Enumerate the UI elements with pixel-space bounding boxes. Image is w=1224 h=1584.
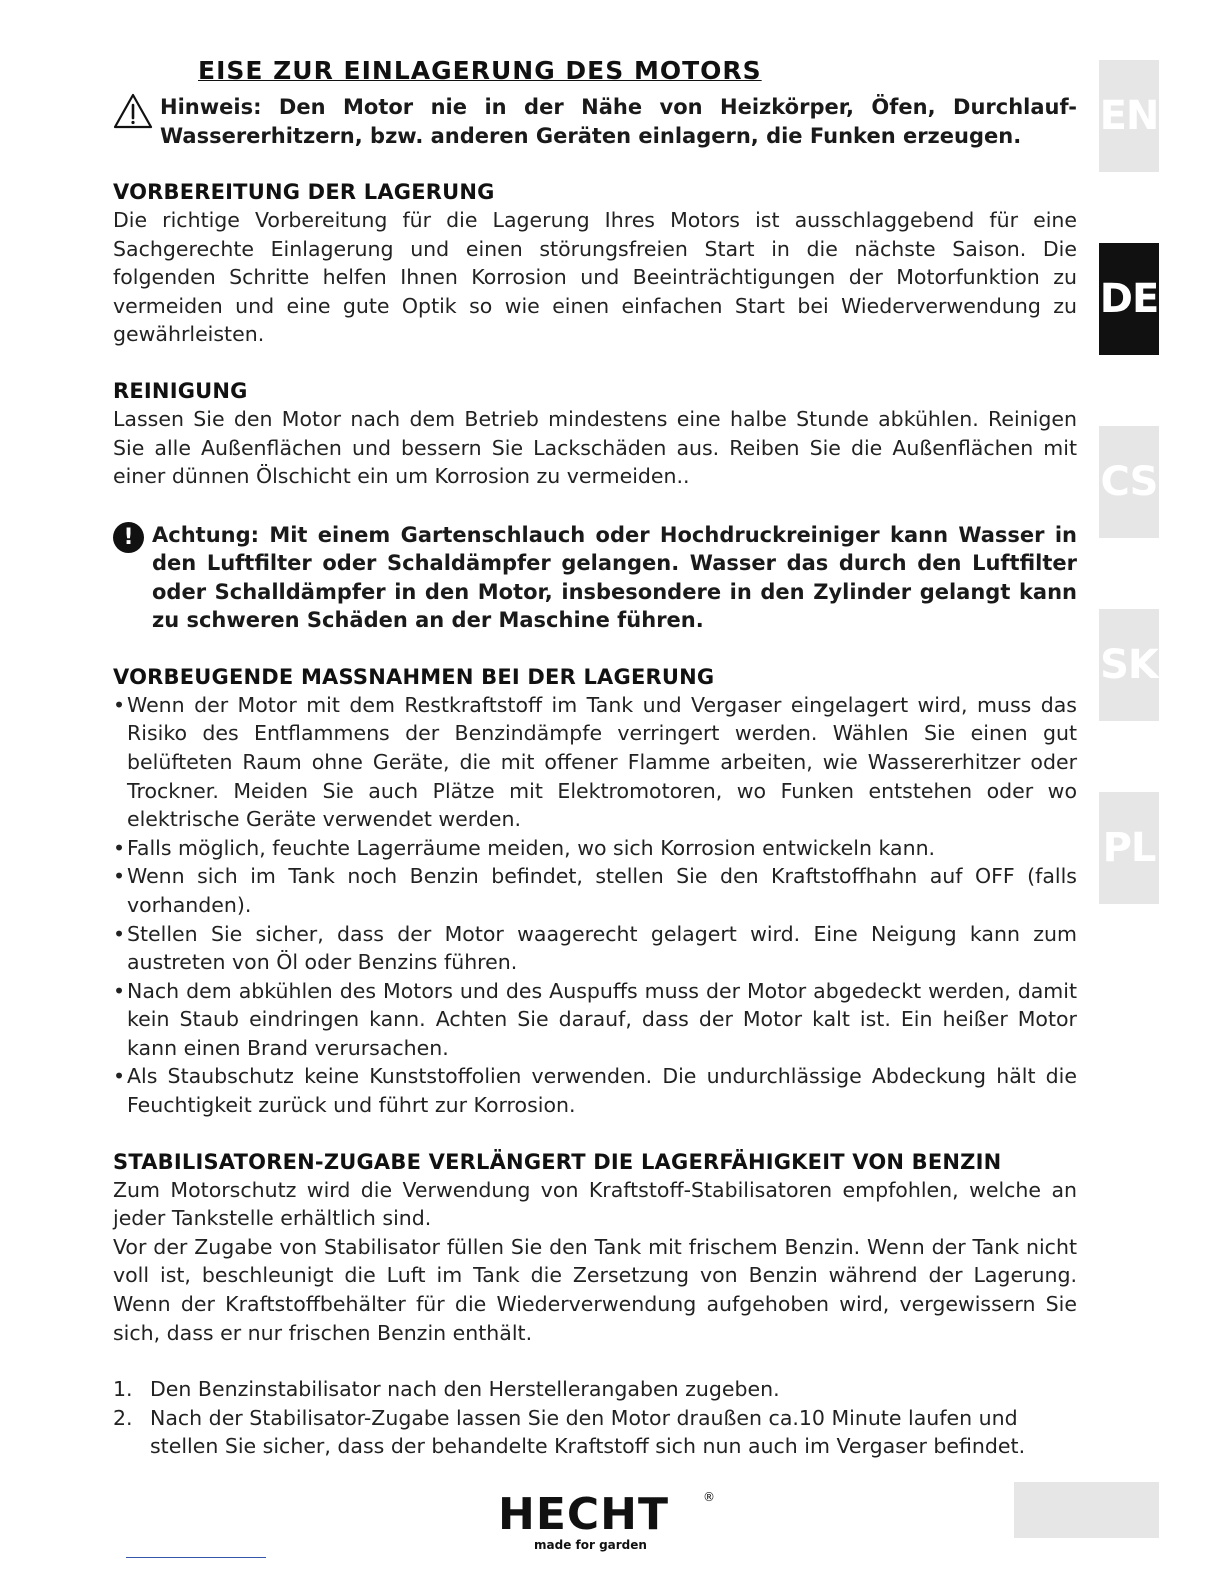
section-title-preventive: VORBEUGENDE MASSNAHMEN BEI DER LAGERUNG xyxy=(113,664,715,689)
brand-logo xyxy=(498,1490,718,1558)
stabilizer-paragraph-2: Vor der Zugabe von Stabilisator füllen Sie den Tank mit frischem Benzin. Wenn der Tank nicht voll ist, beschleunigt die Luft im Tank die Zersetzung von Benzin während der Lagerung. Wenn der Kraftstoffbehälter für die Wiederverwendung aufgehoben wird, vergewissern Sie sich, dass er nur frischen Benzin enthält. xyxy=(113,1234,1077,1345)
list-item: • Wenn sich im Tank noch Benzin befindet, stellen Sie den Kraftstoffhahn auf OFF (falls vorhanden). xyxy=(113,862,1077,919)
attention-text: Achtung: Mit einem Gartenschlauch oder Hochdruckreiniger kann Wasser in den Luftfilter oder Schaldämpfer gelangen. Wasser das durch den Luftfilter oder Schalldämpfer in den Motor, insbesondere in den Zylinder gelangt kann zu schweren Schäden an der Maschine führen. xyxy=(152,522,1077,633)
logo-tagline: made for garden xyxy=(534,1538,647,1552)
language-tab-en[interactable]: EN xyxy=(1099,60,1159,172)
list-item: • Wenn der Motor mit dem Restkraftstoff im Tank und Vergaser eingelagert wird, muss das Risiko des Entflammens der Benzindämpfe verringert werden. Wählen Sie einen gut belüfteten Raum ohne Geräte, die mit offener Flamme arbeiten, wie Wassererhitzer oder Trockner. Meiden Sie auch Plätze mit Elektromotoren, wo Funken entstehen oder wo elektrische Geräte verwendet werden. xyxy=(113,691,1077,834)
preventive-list xyxy=(113,691,1077,1120)
language-tab-cs[interactable]: CS xyxy=(1099,426,1159,538)
step-number: 1. xyxy=(113,1377,133,1402)
exclamation-icon: ! xyxy=(113,522,144,553)
warning-triangle-icon xyxy=(113,93,153,129)
step-text: Den Benzinstabilisator nach den Herstellerangaben zugeben. xyxy=(150,1377,780,1402)
stabilizer-steps xyxy=(113,1375,1077,1461)
notice-text: Hinweis: Den Motor nie in der Nähe von Heizkörper, Öfen, Durchlauf-Wassererhitzern, bzw. anderen Geräten einlagern, die Funken erzeugen. xyxy=(160,95,1077,148)
list-item: • Stellen Sie sicher, dass der Motor waagerecht gelagert wird. Eine Neigung kann zum austreten von Öl oder Benzins führen. xyxy=(113,920,1077,977)
section-title-preparation: VORBEREITUNG DER LAGERUNG xyxy=(113,180,495,204)
section-title-stabilizer: STABILISATOREN-ZUGABE VERLÄNGERT DIE LAGERFÄHIGKEIT VON BENZIN xyxy=(113,1149,1002,1174)
step-number: 2. xyxy=(113,1405,133,1430)
step-text: Nach der Stabilisator-Zugabe lassen Sie den Motor draußen ca.10 Minute laufen und stellen Sie sicher, dass der behandelte Kraftstoff sich nun auch im Vergaser befindet. xyxy=(150,1405,1026,1459)
language-tab-sk[interactable]: SK xyxy=(1099,609,1159,721)
list-item: • Falls möglich, feuchte Lagerräume meiden, wo sich Korrosion entwickeln kann. xyxy=(113,834,1077,863)
section-text-cleaning: Lassen Sie den Motor nach dem Betrieb mindestens eine halbe Stunde abkühlen. Reinigen Sie alle Außenflächen und bessern Sie Lackschäden aus. Reiben Sie die Außenflächen mit einer dünnen Ölschicht ein um Korrosion zu vermeiden.. xyxy=(113,406,1077,489)
section-title-cleaning: REINIGUNG xyxy=(113,378,248,403)
list-item xyxy=(113,1375,1077,1404)
page-title: EISE ZUR EINLAGERUNG DES MOTORS xyxy=(198,56,762,85)
list-item: • Nach dem abkühlen des Motors und des Auspuffs muss der Motor abgedeckt werden, damit kein Staub eindringen kann. Achten Sie darauf, dass der Motor kalt ist. Ein heißer Motor kann einen Brand verursachen. xyxy=(113,977,1077,1063)
list-item: • Als Staubschutz keine Kunststoffolien verwenden. Die undurchlässige Abdeckung hält die Feuchtigkeit zurück und führt zur Korrosion. xyxy=(113,1062,1077,1119)
list-item xyxy=(113,1404,1077,1461)
language-tab-pl[interactable]: PL xyxy=(1099,792,1159,904)
notice-block xyxy=(113,93,1077,150)
footer-divider xyxy=(126,1557,266,1558)
page-number-box xyxy=(1014,1482,1159,1538)
page-content xyxy=(113,56,1077,1461)
attention-block xyxy=(113,521,1077,635)
stabilizer-paragraph-1: Zum Motorschutz wird die Verwendung von Kraftstoff-Stabilisatoren empfohlen, welche an jeder Tankstelle erhältlich sind. xyxy=(113,1177,1077,1231)
registered-mark: ® xyxy=(703,1490,715,1504)
language-tab-de[interactable]: DE xyxy=(1099,243,1159,355)
section-text-preparation: Die richtige Vorbereitung für die Lagerung Ihres Motors ist ausschlaggebend für eine Sachgerechte Einlagerung und einen störungsfreien Start in die nächste Saison. Die folgenden Schritte helfen Ihnen Korrosion und Beeinträchtigungen der Motorfunktion zu vermeiden und eine gute Optik so wie einen einfachen Start bei Wiederverwendung zu gewährleisten. xyxy=(113,208,1077,347)
logo-wordmark: HECHT xyxy=(498,1489,670,1540)
